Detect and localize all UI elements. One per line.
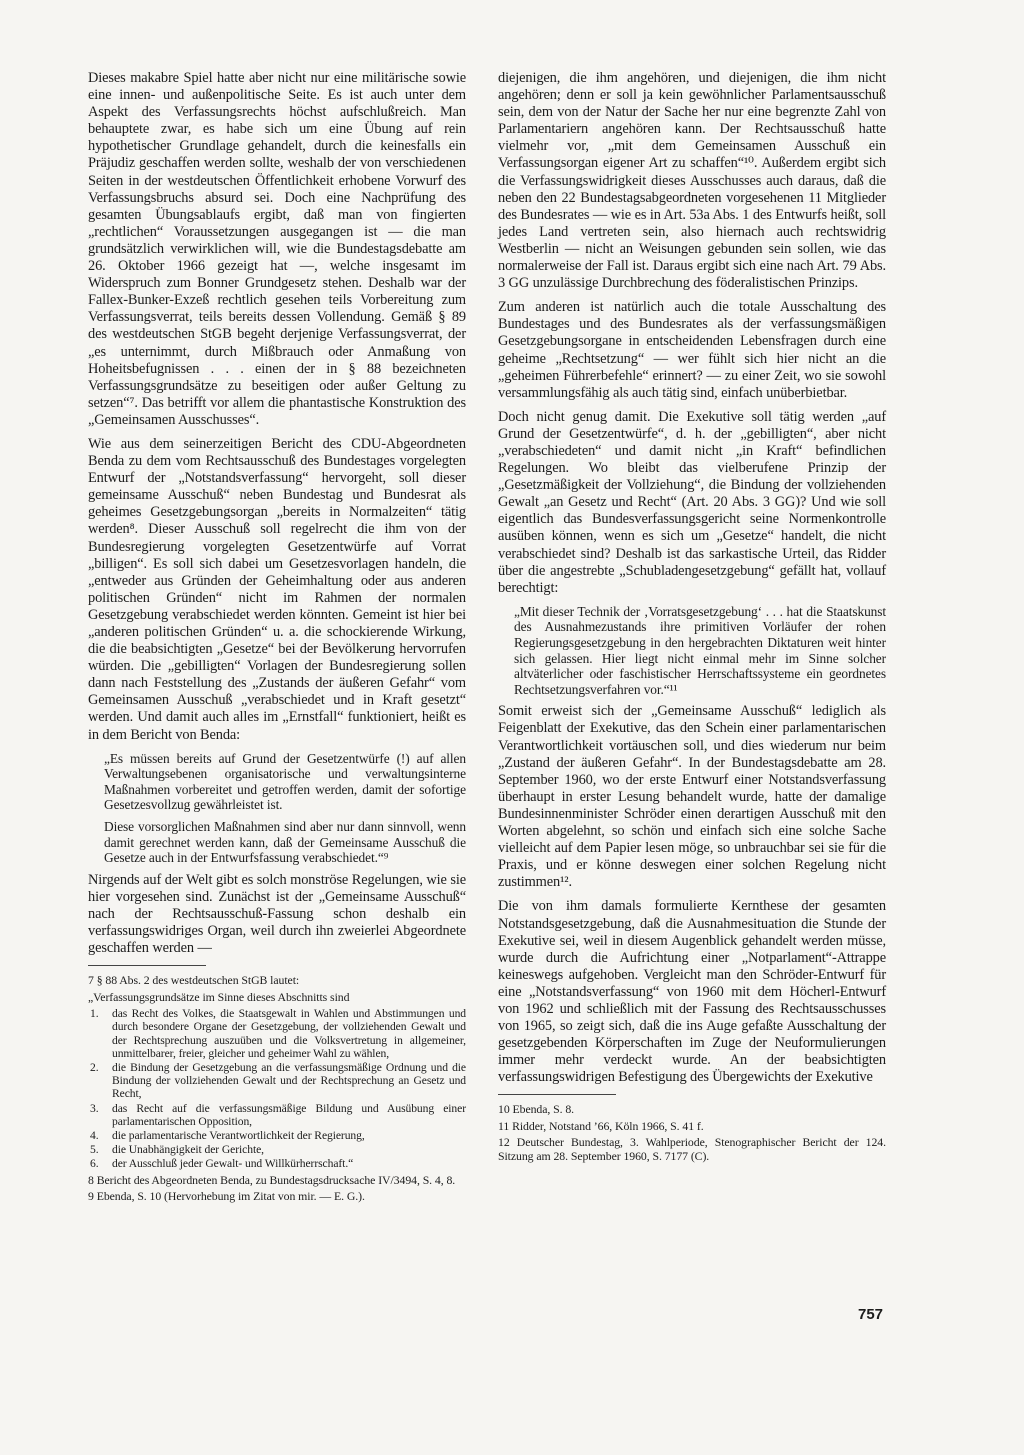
left-column [88, 70, 466, 1206]
body-paragraph: Somit erweist sich der „Gemeinsame Ausschuß“ lediglich als Feigenblatt der Exekutive, das den Schein einer parlamentarischen Verantwortlichkeit vortäuschen soll, und dies wiederum nur beim „Zustand der äußeren Gefahr“. In der Bundestagsdebatte am 28. September 1960, wo der erste Entwurf einer Notstandsverfassung überhaupt in erster Lesung behandelt wurde, hatte der damalige Bundesinnenminister Schröder einen derartigen Ausschuß mit den Worten abgelehnt, so schön und einfach sich eine solche Sache vielleicht auf dem Papier lesen möge, so unbrauchbar sei sie für die Praxis, und er könne deswegen einer solchen Regelung nicht zustimmen¹². [498, 703, 886, 891]
footnote-7-title: 7 § 88 Abs. 2 des westdeutschen StGB lautet: [88, 973, 300, 988]
footnote-list-item: 1. das Recht des Volkes, die Staatsgewalt in Wahlen und Abstimmungen und durch besondere Organe der Gesetzgebung, der vollziehenden Gewalt und der Rechtsprechung auszuüben und die Volksvertretung in allgemeiner, unmittelbarer, freier, gleicher und geheimer Wahl zu wählen, [90, 1007, 466, 1060]
block-quote: „Es müssen bereits auf Grund der Gesetzentwürfe (!) auf allen Verwaltungsebenen organisatorische und verwaltungsinterne Maßnahmen vorbereitet und getroffen werden, damit der sofortige Gesetzesvollzug gewährleistet ist. [104, 750, 466, 813]
footnote-list-item: 5. die Unabhängigkeit der Gerichte, [90, 1143, 264, 1157]
footnote-list-item: 2. die Bindung der Gesetzgebung an die verfassungsmäßige Ordnung und die Bindung der vollziehenden Gewalt und der Rechtsprechung an Gesetz und Recht, [90, 1060, 466, 1101]
footnote-8: 8 Bericht des Abgeordneten Benda, zu Bundestagsdrucksache IV/3494, S. 4, 8. [88, 1172, 456, 1187]
footnote-9: 9 Ebenda, S. 10 (Hervorhebung im Zitat von mir. — E. G.). [88, 1188, 365, 1203]
footnote-12: 12 Deutscher Bundestag, 3. Wahlperiode, Stenographischer Bericht der 124. Sitzung am 28. September 1960, S. 7177 (C). [498, 1135, 886, 1163]
page-number: 757 [858, 1306, 884, 1323]
footnote-list-item: 4. die parlamentarische Verantwortlichkeit der Regierung, [90, 1128, 365, 1142]
body-paragraph: Dieses makabre Spiel hatte aber nicht nur eine militärische sowie eine innen- und außenpolitische Seite. Es ist auch unter dem Aspekt des Verfassungsrechts höchst aufschlußreich. Man behauptete zwar, es habe sich um eine Übung auf rein hypothetischer Grundlage gehandelt, durch die keinesfalls ein Präjudiz geschaffen werden sollte, weshalb der von verschiedenen Seiten in der westdeutschen Öffentlichkeit erhobene Vorwurf des Verfassungsbruchs absurd sei. Doch eine Nachprüfung des gesamten Übungsablaufs ergibt, daß man von fingierten „rechtlichen“ Voraussetzungen ausgegangen ist — die man grundsätzlich verwirklichen will, wie die Bundestagsdebatte am 26. Oktober 1966 gezeigt hat —, welche insgesamt im Widerspruch zum Bonner Grundgesetz stehen. Deshalb war der Fallex-Bunker-Exzeß rechtlich gesehen teils Vorbereitung zum Verfassungsverrat, teils bereits dessen Vollendung. Gemäß § 89 des westdeutschen StGB begeht derjenige Verfassungsverrat, der „es unternimmt, durch Mißbrauch oder Anmaßung von Hoheitsbefugnissen . . . einen der in § 88 bezeichneten Verfassungsgrundsätze zu beseitigen oder außer Geltung zu setzen“⁷. Das betrifft vor allem die phantastische Konstruktion des „Gemeinsamen Ausschusses“. [88, 70, 466, 428]
body-paragraph: Nirgends auf der Welt gibt es solch monströse Regelungen, wie sie hier vorgesehen sind. Zunächst ist der „Gemeinsame Ausschuß“ nach der Rechtsausschuß-Fassung schon deshalb ein verfassungswidriges Organ, weil durch ihn zweierlei Abgeordnete geschaffen werden — [88, 871, 466, 957]
body-paragraph: diejenigen, die ihm angehören, und diejenigen, die ihm nicht angehören; denn er soll ja kein gewöhnlicher Parlamentsausschuß sein, dem von der Natur der Sache her nur eine begrenzte Zahl von Parlamentariern angehören kann. Der Rechtsausschuß hatte vielmehr vor, „mit dem Gemeinsamen Ausschuß ein Verfassungsorgan eigener Art zu schaffen“¹⁰. Außerdem ergibt sich die Verfassungswidrigkeit dieses Ausschusses auch daraus, daß die neben den 22 Bundestagsabgeordneten vorgesehenen 11 Mitglieder des Bundesrates — wie es in Art. 53a Abs. 1 des Entwurfs heißt, soll jedes Land vertreten sein, also hiernach auch rechtswidrig Westberlin — nicht an Weisungen gebunden sein sollen, wie das normalerweise der Fall ist. Daraus ergibt sich eine nach Art. 79 Abs. 3 GG unzulässige Durchbrechung des föderalistischen Prinzips. [498, 70, 886, 292]
body-paragraph: Die von ihm damals formulierte Kernthese der gesamten Notstandsgesetzgebung, daß die Ausnahmesituation die Stunde der Exekutive sei, weil in diesem Augenblick gehandelt werden müsse, wurde durch die Aufrichtung einer „Notparlament“-Attrappe keineswegs aufgehoben. Vergleicht man den Schröder-Entwurf für eine „Notstandsverfassung“ von 1960 mit dem Höcherl-Entwurf von 1962 und schließlich mit der Fassung des Rechtsausschusses von 1965, so zeigt sich, daß die ins Auge gefaßte Ausschaltung der gesetzgebenden Körperschaften im Zuge der Neuformulierungen immer mehr verdeckt wurde. An der beabsichtigten verfassungswidrigen Befestigung des Übergewichts der Exekutive [498, 898, 886, 1086]
footnote-10: 10 Ebenda, S. 8. [498, 1102, 575, 1117]
body-paragraph: Zum anderen ist natürlich auch die totale Ausschaltung des Bundestages und des Bundesrates als der verfassungsmäßigen Gesetzgebungsorgane in entscheidenden Lebensfragen durch eine geheime „Rechtsetzung“ — wer fühlt sich hier nicht an die „geheimen Führerbefehle“ erinnert? — zu einer Zeit, wo sie sowohl versammlungsfähig als auch tätig sind, einfach unüberbietbar. [498, 299, 886, 401]
footnote-divider [498, 1094, 616, 1095]
right-column [498, 70, 886, 1166]
footnote-divider [88, 965, 206, 966]
footnote-list-item: 6. der Ausschluß jeder Gewalt- und Willkürherrschaft.“ [90, 1157, 354, 1171]
block-quote: Diese vorsorglichen Maßnahmen sind aber nur dann sinnvoll, wenn damit gerechnet werden kann, daß der Gemeinsame Ausschuß die Gesetze auch in der Entwurfsfassung verabschiedet.“⁹ [104, 819, 466, 866]
body-paragraph: Wie aus dem seinerzeitigen Bericht des CDU-Abgeordneten Benda zu dem vom Rechtsausschuß des Bundestages vorgelegten Entwurf der „Notstandsverfassung“ hervorgeht, soll dieser gemeinsame Ausschuß“ neben Bundestag und Bundesrat als geheimes Gesetzgebungsorgan „bereits in Normalzeiten“ tätig werden⁸. Dieser Ausschuß soll regelrecht die ihm von der Bundesregierung vorgelegten Gesetzentwürfe auf Vorrat „billigen“. Es soll sich dabei um Gesetzesvorlagen handeln, die „entweder aus Gründen der Geheimhaltung oder aus anderen politischen Gründen“ nicht im Rahmen der normalen Gesetzgebung verabschiedet werden könnten. Gemeint ist hier bei „anderen politischen Gründen“ u. a. die schockierende Wirkung, die die beabsichtigten „Gesetze“ bei der Bevölkerung hervorrufen würden. Die „gebilligten“ Vorlagen der Bundesregierung sollen dann nach Feststellung des „Zustands der äußeren Gefahr“ vom Gemeinsamen Ausschuß „verabschiedet und in Kraft gesetzt“ werden. Und damit auch alles im „Ernstfall“ funktioniert, heißt es in dem Bericht von Benda: [88, 435, 466, 743]
footnote-7-list [88, 1007, 466, 1170]
footnote-list-item: 3. das Recht auf die verfassungsmäßige Bildung und Ausübung einer parlamentarischen Opposition, [90, 1101, 466, 1128]
footnote-7-intro: „Verfassungsgrundsätze im Sinne dieses Abschnitts sind [88, 989, 350, 1004]
footnote-11: 11 Ridder, Notstand ’66, Köln 1966, S. 41 f. [498, 1118, 704, 1133]
footnotes-right [498, 1103, 886, 1163]
footnotes-left [88, 974, 466, 1203]
body-paragraph: Doch nicht genug damit. Die Exekutive soll tätig werden „auf Grund der Gesetzentwürfe“, d. h. der „gebilligten“, aber nicht „verabschiedeten“ und damit nicht „in Kraft“ befindlichen Regelungen. Wo bleibt das vielberufene Prinzip der „Gesetzmäßigkeit der Vollziehung“, die Bindung der vollziehenden Gewalt „an Gesetz und Recht“ (Art. 20 Abs. 3 GG)? Und wie soll eigentlich das Bundesverfassungsgericht seine Normenkontrolle ausüben können, wenn es sich um „Gesetze“ handelt, die nicht verabschiedet sind? Deshalb ist das sarkastische Urteil, das Ridder über die angestrebte „Schubladengesetzgebung“ gefällt hat, vollauf berechtigt: [498, 408, 886, 596]
block-quote: „Mit dieser Technik der ‚Vorratsgesetzgebung‘ . . . hat die Staatskunst des Ausnahmezustands ihre primitiven Vorläufer der rohen Regierungsgesetzgebung in den hergebrachten Diktaturen weit hinter sich gelassen. Hier liegt nicht einmal mehr im Sinne solcher altväterlicher oder faschistischer Herrschaftssysteme ein geordnetes Rechtsetzungsverfahren vor.“¹¹ [514, 603, 886, 697]
